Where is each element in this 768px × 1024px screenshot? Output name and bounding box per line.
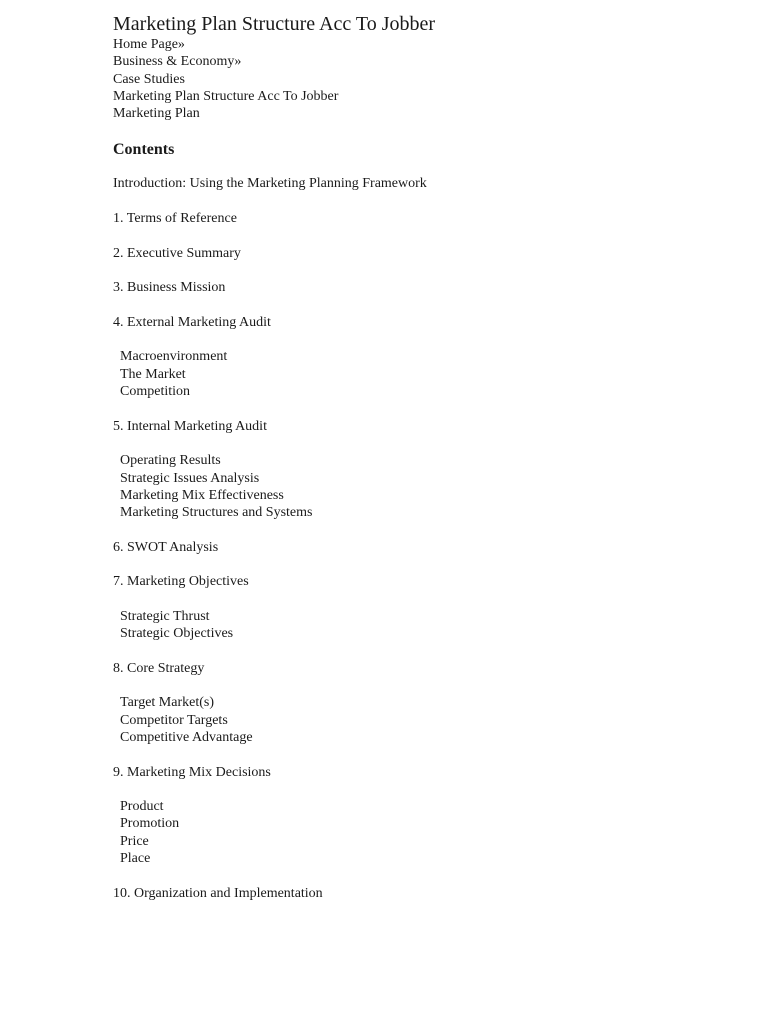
- toc-subitem: Competitive Advantage: [120, 729, 253, 745]
- toc-subitem: Strategic Objectives: [120, 626, 234, 642]
- toc-subitem: Macroenvironment: [120, 349, 228, 365]
- toc-subitem: Marketing Mix Effectiveness: [120, 487, 284, 503]
- toc-subitem: Target Market(s): [120, 695, 215, 711]
- toc-section: 4. External Marketing Audit: [113, 314, 271, 330]
- toc-intro: Introduction: Using the Marketing Planning Framework: [113, 176, 427, 192]
- toc-section: 8. Core Strategy: [113, 660, 205, 676]
- document-page: [113, 12, 733, 902]
- toc-subitem: Place: [120, 851, 151, 867]
- toc-subitem: Operating Results: [120, 453, 221, 469]
- table-of-contents: [113, 175, 733, 901]
- breadcrumb-document[interactable]: Marketing Plan Structure Acc To Jobber: [113, 88, 339, 104]
- toc-section: 7. Marketing Objectives: [113, 574, 249, 590]
- page-title: Marketing Plan Structure Acc To Jobber: [113, 13, 436, 35]
- breadcrumb-home[interactable]: Home Page»: [113, 37, 185, 52]
- toc-section: 6. SWOT Analysis: [113, 539, 219, 555]
- contents-heading: Contents: [113, 141, 175, 159]
- toc-section: 1. Terms of Reference: [113, 211, 237, 227]
- toc-subitem: Product: [120, 799, 164, 815]
- toc-subitem: Strategic Thrust: [120, 608, 210, 624]
- toc-subitem: The Market: [120, 366, 186, 382]
- toc-section: 9. Marketing Mix Decisions: [113, 764, 271, 780]
- toc-subitem: Competitor Targets: [120, 712, 228, 728]
- toc-section: 2. Executive Summary: [113, 245, 241, 261]
- breadcrumb-case-studies[interactable]: Case Studies: [113, 71, 185, 87]
- toc-subitem: Promotion: [120, 816, 180, 832]
- toc-section: 5. Internal Marketing Audit: [113, 418, 267, 434]
- breadcrumb-marketing-plan[interactable]: Marketing Plan: [113, 106, 200, 122]
- toc-section: 10. Organization and Implementation: [113, 885, 323, 901]
- toc-subitem: Strategic Issues Analysis: [120, 470, 260, 486]
- toc-subitem: Marketing Structures and Systems: [120, 505, 313, 521]
- breadcrumb: [113, 36, 733, 122]
- toc-subitem: Price: [120, 833, 149, 849]
- breadcrumb-business-economy[interactable]: Business & Economy»: [113, 54, 242, 70]
- toc-subitem: Competition: [120, 384, 190, 400]
- toc-section: 3. Business Mission: [113, 280, 226, 296]
